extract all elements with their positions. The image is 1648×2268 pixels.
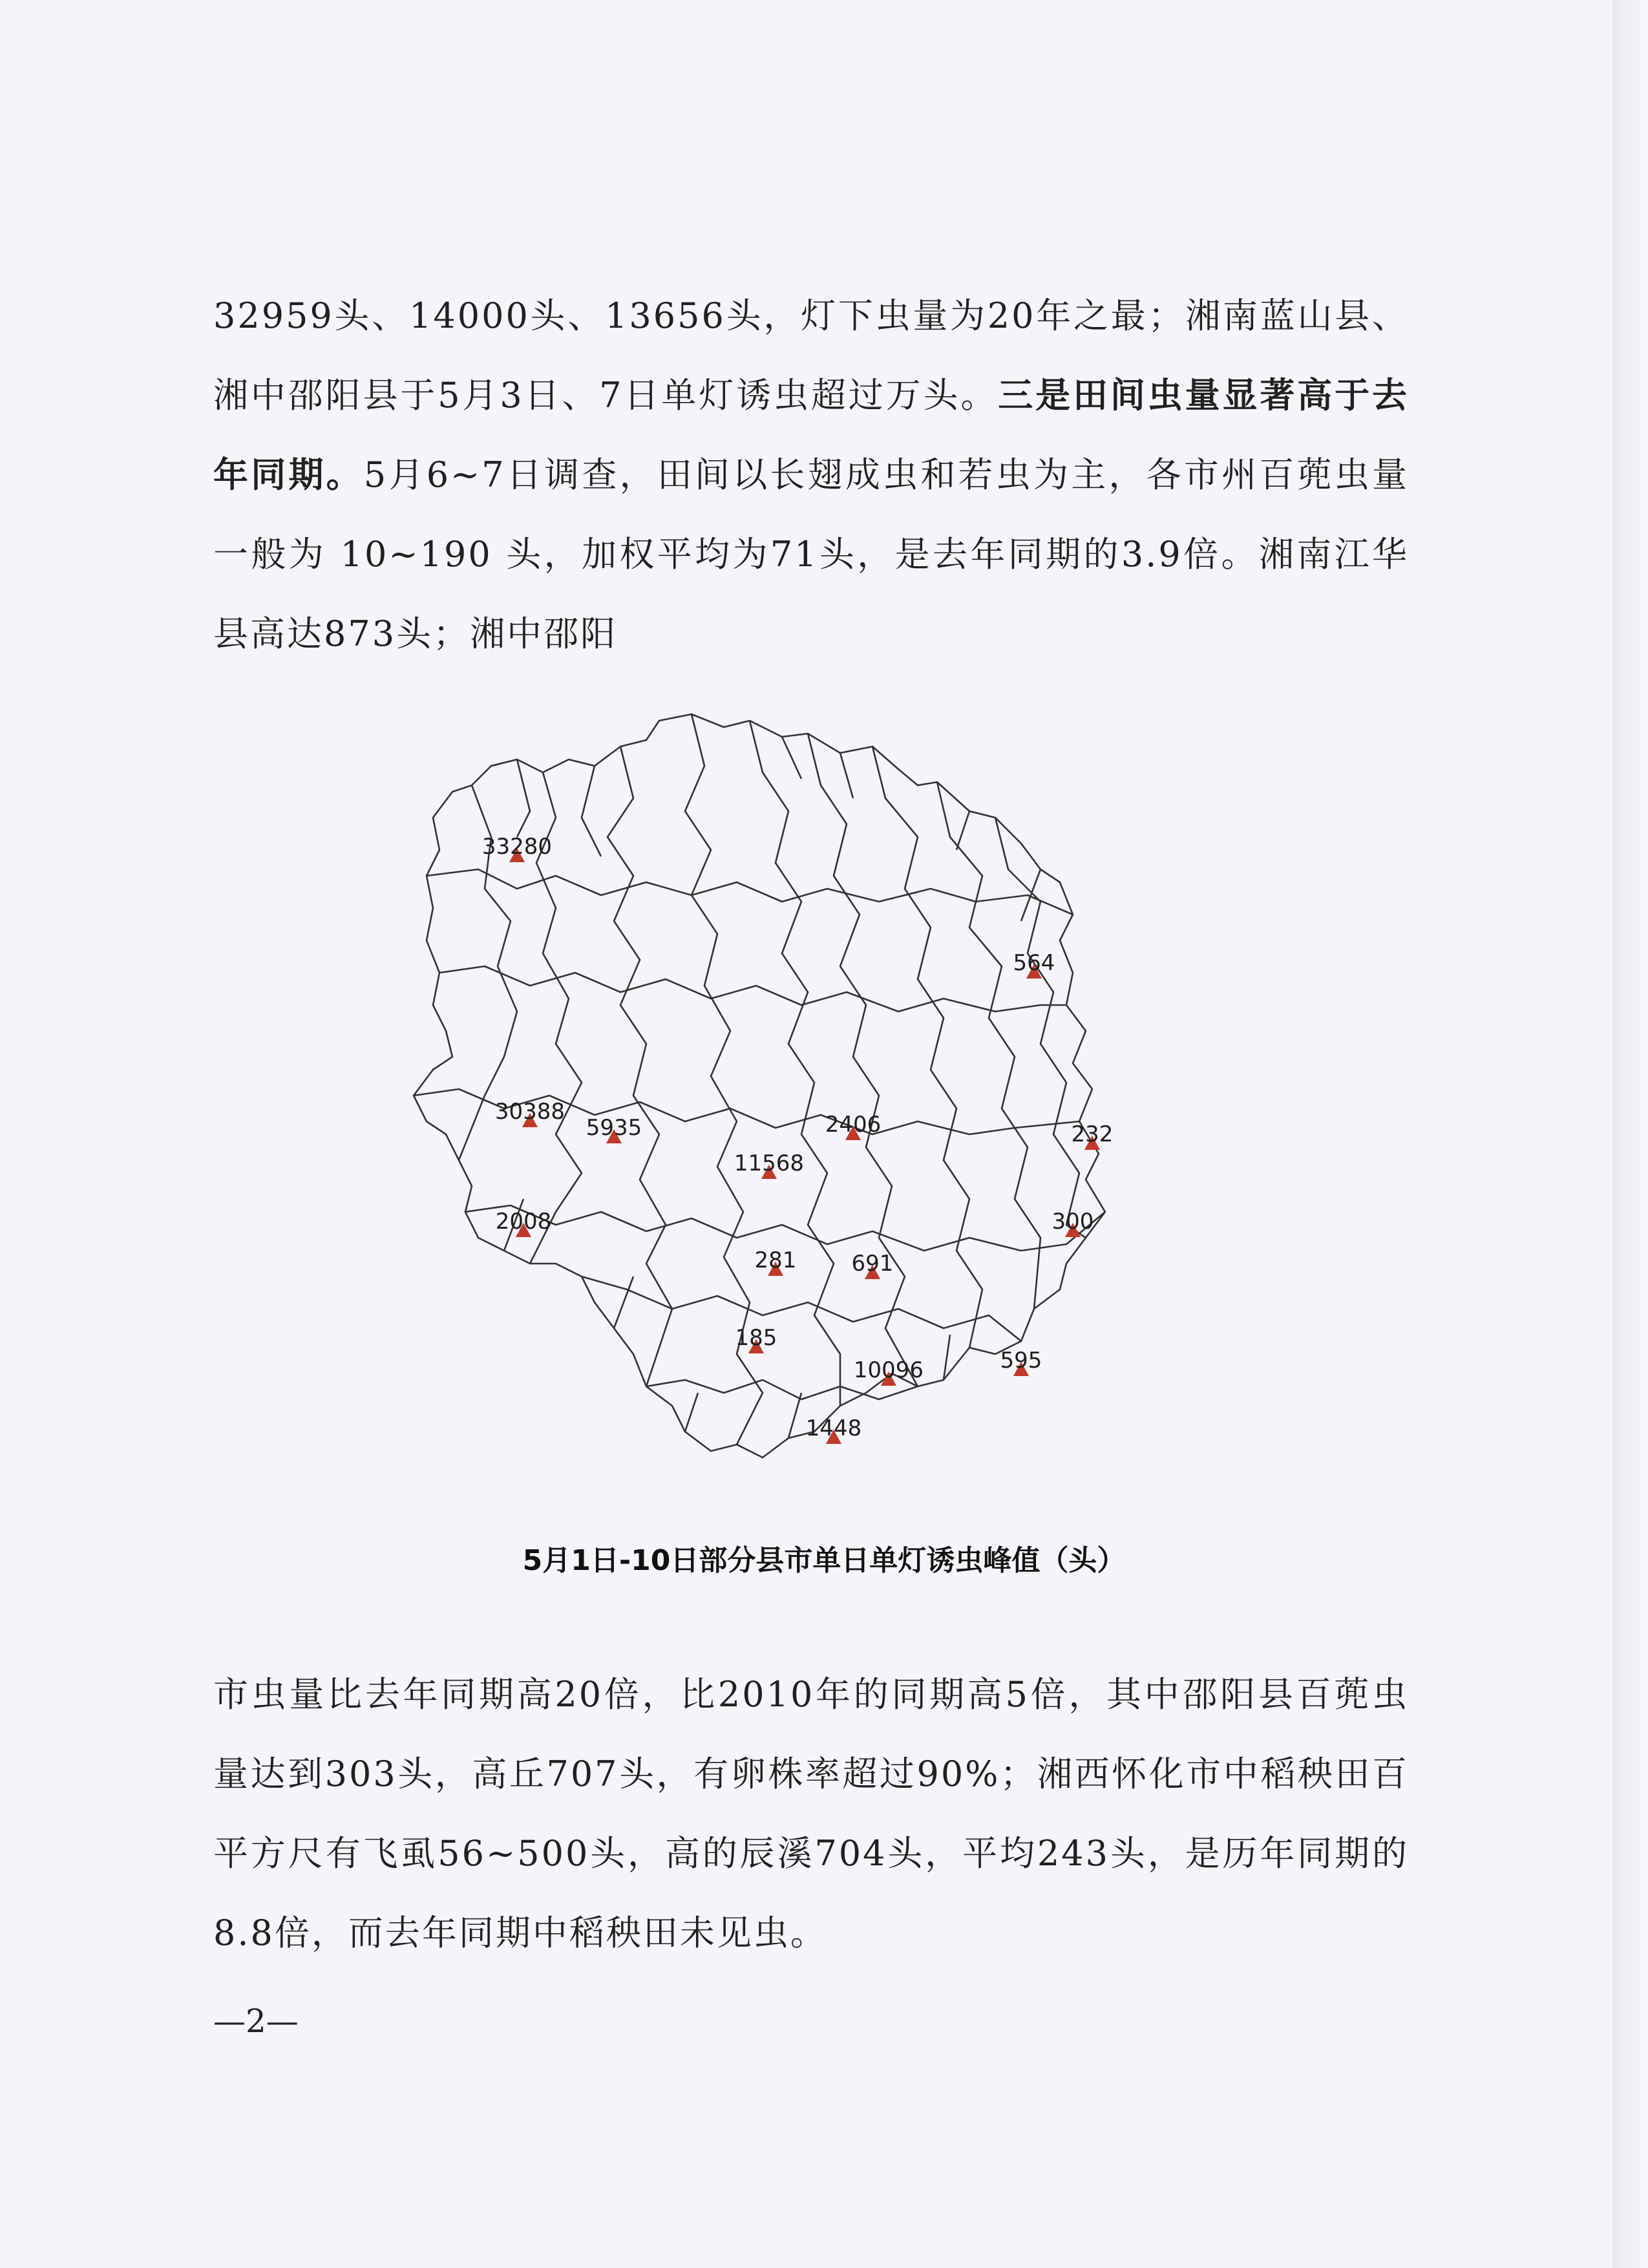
map-marker-label: 564 [1013, 950, 1055, 976]
page-number: —2— [213, 2002, 299, 2040]
paragraph-bottom [213, 1655, 1409, 1973]
paragraph-bold-text: 三是田间虫量显著高于去年同期。 [213, 374, 1409, 495]
map-marker-label: 2406 [825, 1112, 882, 1138]
paragraph-text: 32959头、14000头、13656头，灯下虫量为20年之最；湘南蓝山县、湘中邵阳县于5月3日、7日单灯诱虫超过万头。 [213, 295, 1409, 416]
map-marker-label: 10096 [853, 1357, 924, 1383]
map-marker-label: 232 [1071, 1121, 1114, 1147]
hunan-county-map [388, 708, 1241, 1512]
map-marker-label: 1448 [805, 1415, 862, 1441]
paragraph-text: 5月6~7日调查，田间以长翅成虫和若虫为主，各市州百蔸虫量一般为 10~190 头，加权平均为71头，是去年同期的3.9倍。湘南江华县高达873头；湘中邵阳 [213, 454, 1409, 654]
map-marker-label: 281 [754, 1247, 797, 1273]
map-caption: 5月1日-10日部分县市单日单灯诱虫峰值（头） [522, 1544, 1126, 1577]
map-marker-label: 11568 [734, 1150, 805, 1176]
map-marker-label: 5935 [586, 1115, 642, 1141]
map-marker-label: 595 [1000, 1348, 1042, 1373]
map-marker-label: 30388 [494, 1099, 565, 1125]
map-marker-label: 2008 [495, 1209, 552, 1235]
map-marker-label: 691 [851, 1251, 894, 1277]
map-marker-label: 185 [735, 1325, 777, 1351]
map-markers [482, 834, 1114, 1444]
scan-edge [1612, 0, 1648, 2268]
map-marker-label: 300 [1051, 1209, 1094, 1235]
paragraph-text: 市虫量比去年同期高20倍，比2010年的同期高5倍，其中邵阳县百蔸虫量达到303头，高丘707头，有卵株率超过90%；湘西怀化市中稻秧田百平方尺有飞虱56~500头，高的辰溪704头，平均243头，是历年同期的8.8倍，而去年同期中稻秧田未见虫。 [213, 1674, 1409, 1953]
map-marker-label: 33280 [481, 834, 553, 860]
paragraph-top [213, 276, 1409, 673]
